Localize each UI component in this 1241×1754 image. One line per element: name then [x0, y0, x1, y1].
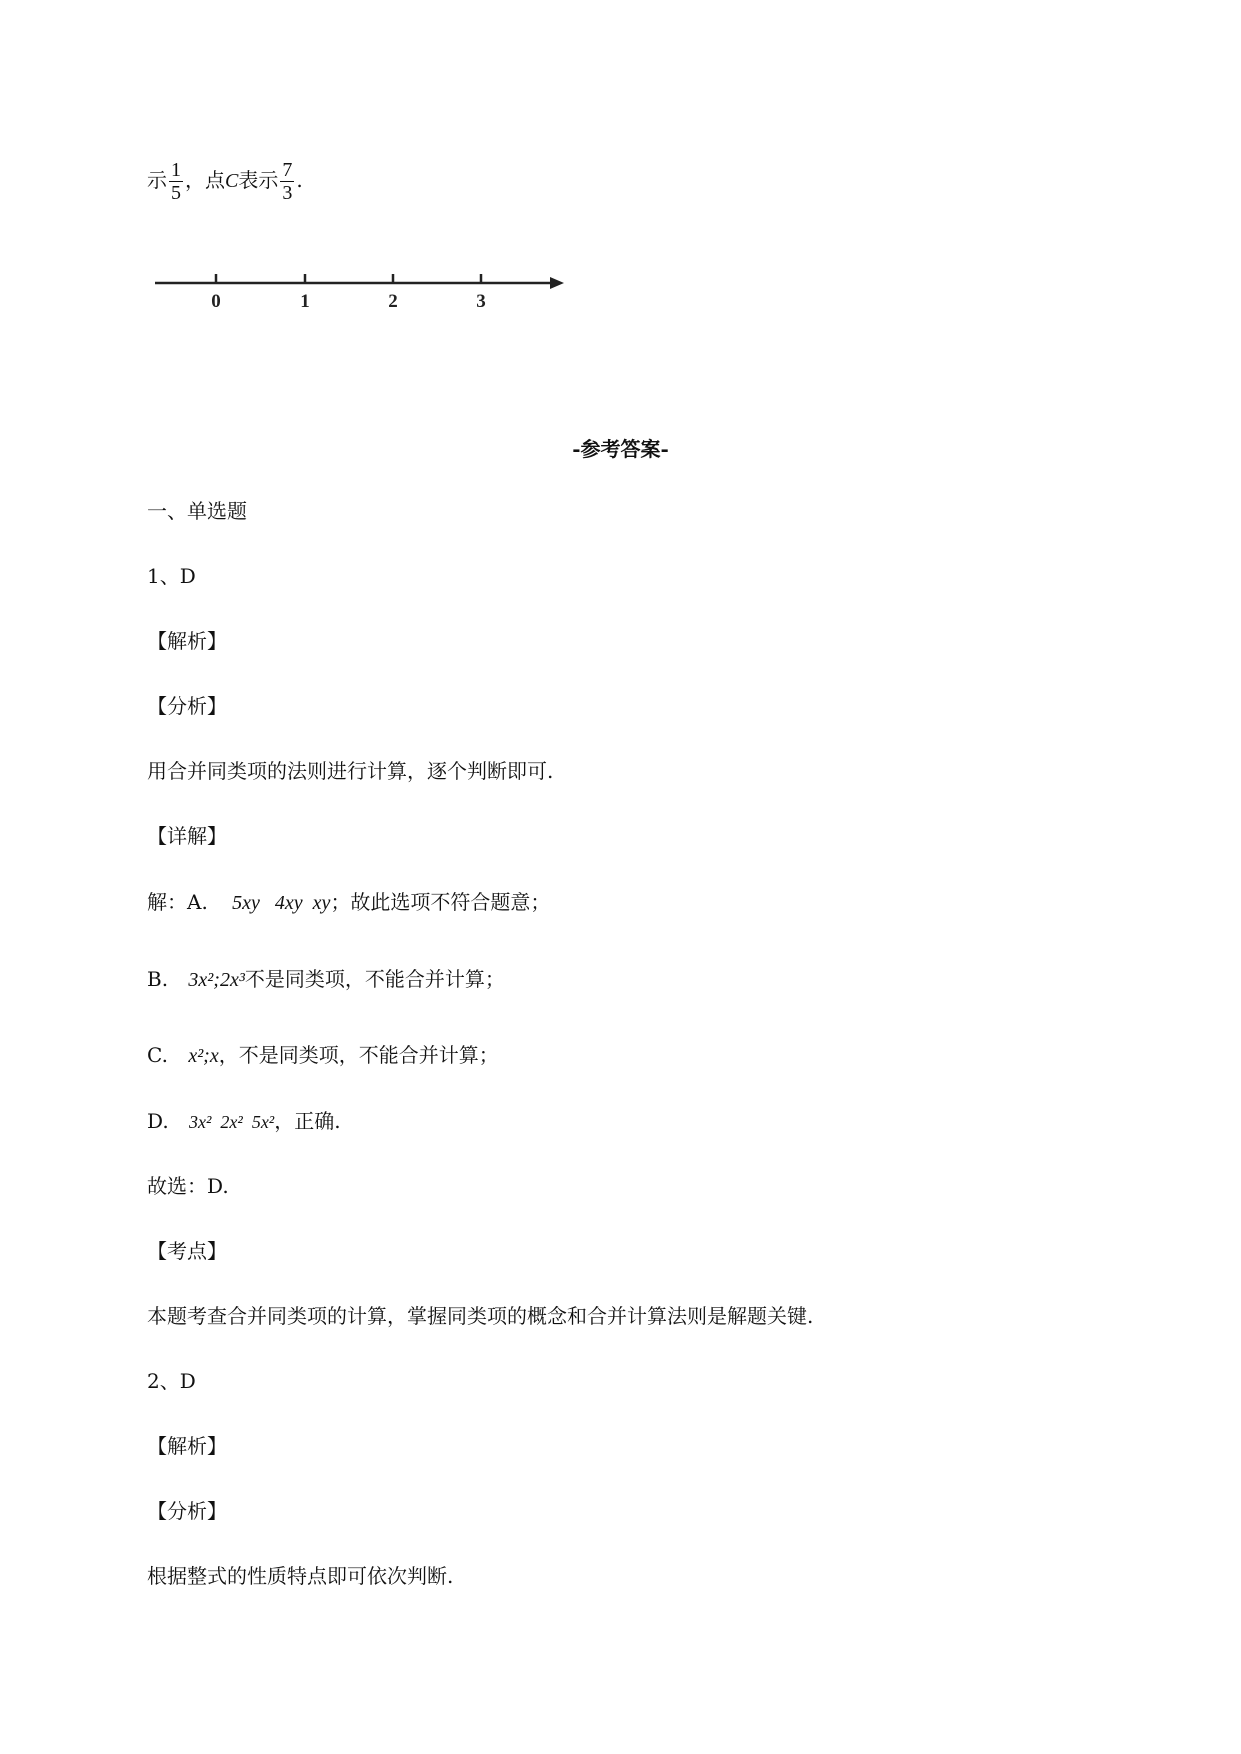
q1-xiangjie-tag: 【详解】 — [147, 824, 227, 848]
intro-prefix: 示 — [147, 168, 167, 192]
option-a-expression: 5xy 4xy xy — [232, 892, 331, 914]
option-b-prefix: B. — [147, 967, 169, 991]
q1-label: 1、D — [147, 564, 196, 588]
point-c-variable: C — [225, 170, 239, 192]
number-line-figure — [150, 265, 570, 315]
option-d-prefix: D. — [147, 1109, 169, 1133]
arrow-head-icon — [550, 277, 564, 289]
q2-label: 2、D — [147, 1369, 196, 1393]
q2-fenxi-tag: 【分析】 — [147, 1499, 227, 1523]
q1-kaodian-text: 本题考查合并同类项的计算，掌握同类项的概念和合并计算法则是解题关键. — [147, 1304, 814, 1328]
option-c-prefix: C. — [147, 1043, 168, 1067]
q1-analysis: 用合并同类项的法则进行计算，逐个判断即可. — [147, 759, 554, 783]
option-a-suffix: ；故此选项不符合题意； — [330, 890, 551, 914]
q1-conclusion: 故选：D. — [147, 1174, 229, 1198]
fraction-denominator: 3 — [282, 182, 293, 204]
option-c-suffix: ，不是同类项，不能合并计算； — [218, 1043, 499, 1067]
tick-label: 1 — [300, 291, 310, 312]
answer-heading: -参考答案- — [572, 437, 669, 461]
option-d-expression: 3x² 2x² 5x² — [189, 1112, 275, 1132]
intro-middle-a: ，点 — [185, 168, 225, 192]
q1-option-c — [147, 1041, 499, 1070]
fraction-numerator: 7 — [282, 159, 293, 181]
fraction-seven-thirds — [280, 159, 294, 204]
q2-jiexi-tag: 【解析】 — [147, 1434, 227, 1458]
intro-middle-b: 表示 — [238, 168, 279, 192]
option-b-expression: 3x²;2x³ — [188, 969, 245, 991]
q1-option-d — [147, 1107, 341, 1136]
tick-label: 2 — [388, 291, 398, 312]
section-title: 一、单选题 — [147, 499, 247, 523]
tick-label: 0 — [211, 291, 221, 312]
tick-label: 3 — [476, 291, 486, 312]
q1-option-b — [147, 965, 505, 994]
q2-analysis: 根据整式的性质特点即可依次判断. — [147, 1564, 454, 1588]
option-b-suffix: 不是同类项，不能合并计算； — [244, 967, 505, 991]
intro-line — [147, 158, 303, 204]
option-d-suffix: ，正确. — [274, 1109, 341, 1133]
intro-suffix: . — [296, 168, 303, 192]
option-a-prefix: 解：A. — [147, 890, 208, 914]
q1-kaodian-tag: 【考点】 — [147, 1239, 227, 1263]
fraction-denominator: 5 — [171, 182, 181, 204]
fraction-one-fifth — [169, 159, 183, 204]
fraction-numerator: 1 — [171, 159, 181, 181]
q1-option-a — [147, 888, 550, 917]
option-c-expression: x²;x — [188, 1045, 219, 1067]
q1-jiexi-tag: 【解析】 — [147, 629, 227, 653]
q1-fenxi-tag: 【分析】 — [147, 694, 227, 718]
